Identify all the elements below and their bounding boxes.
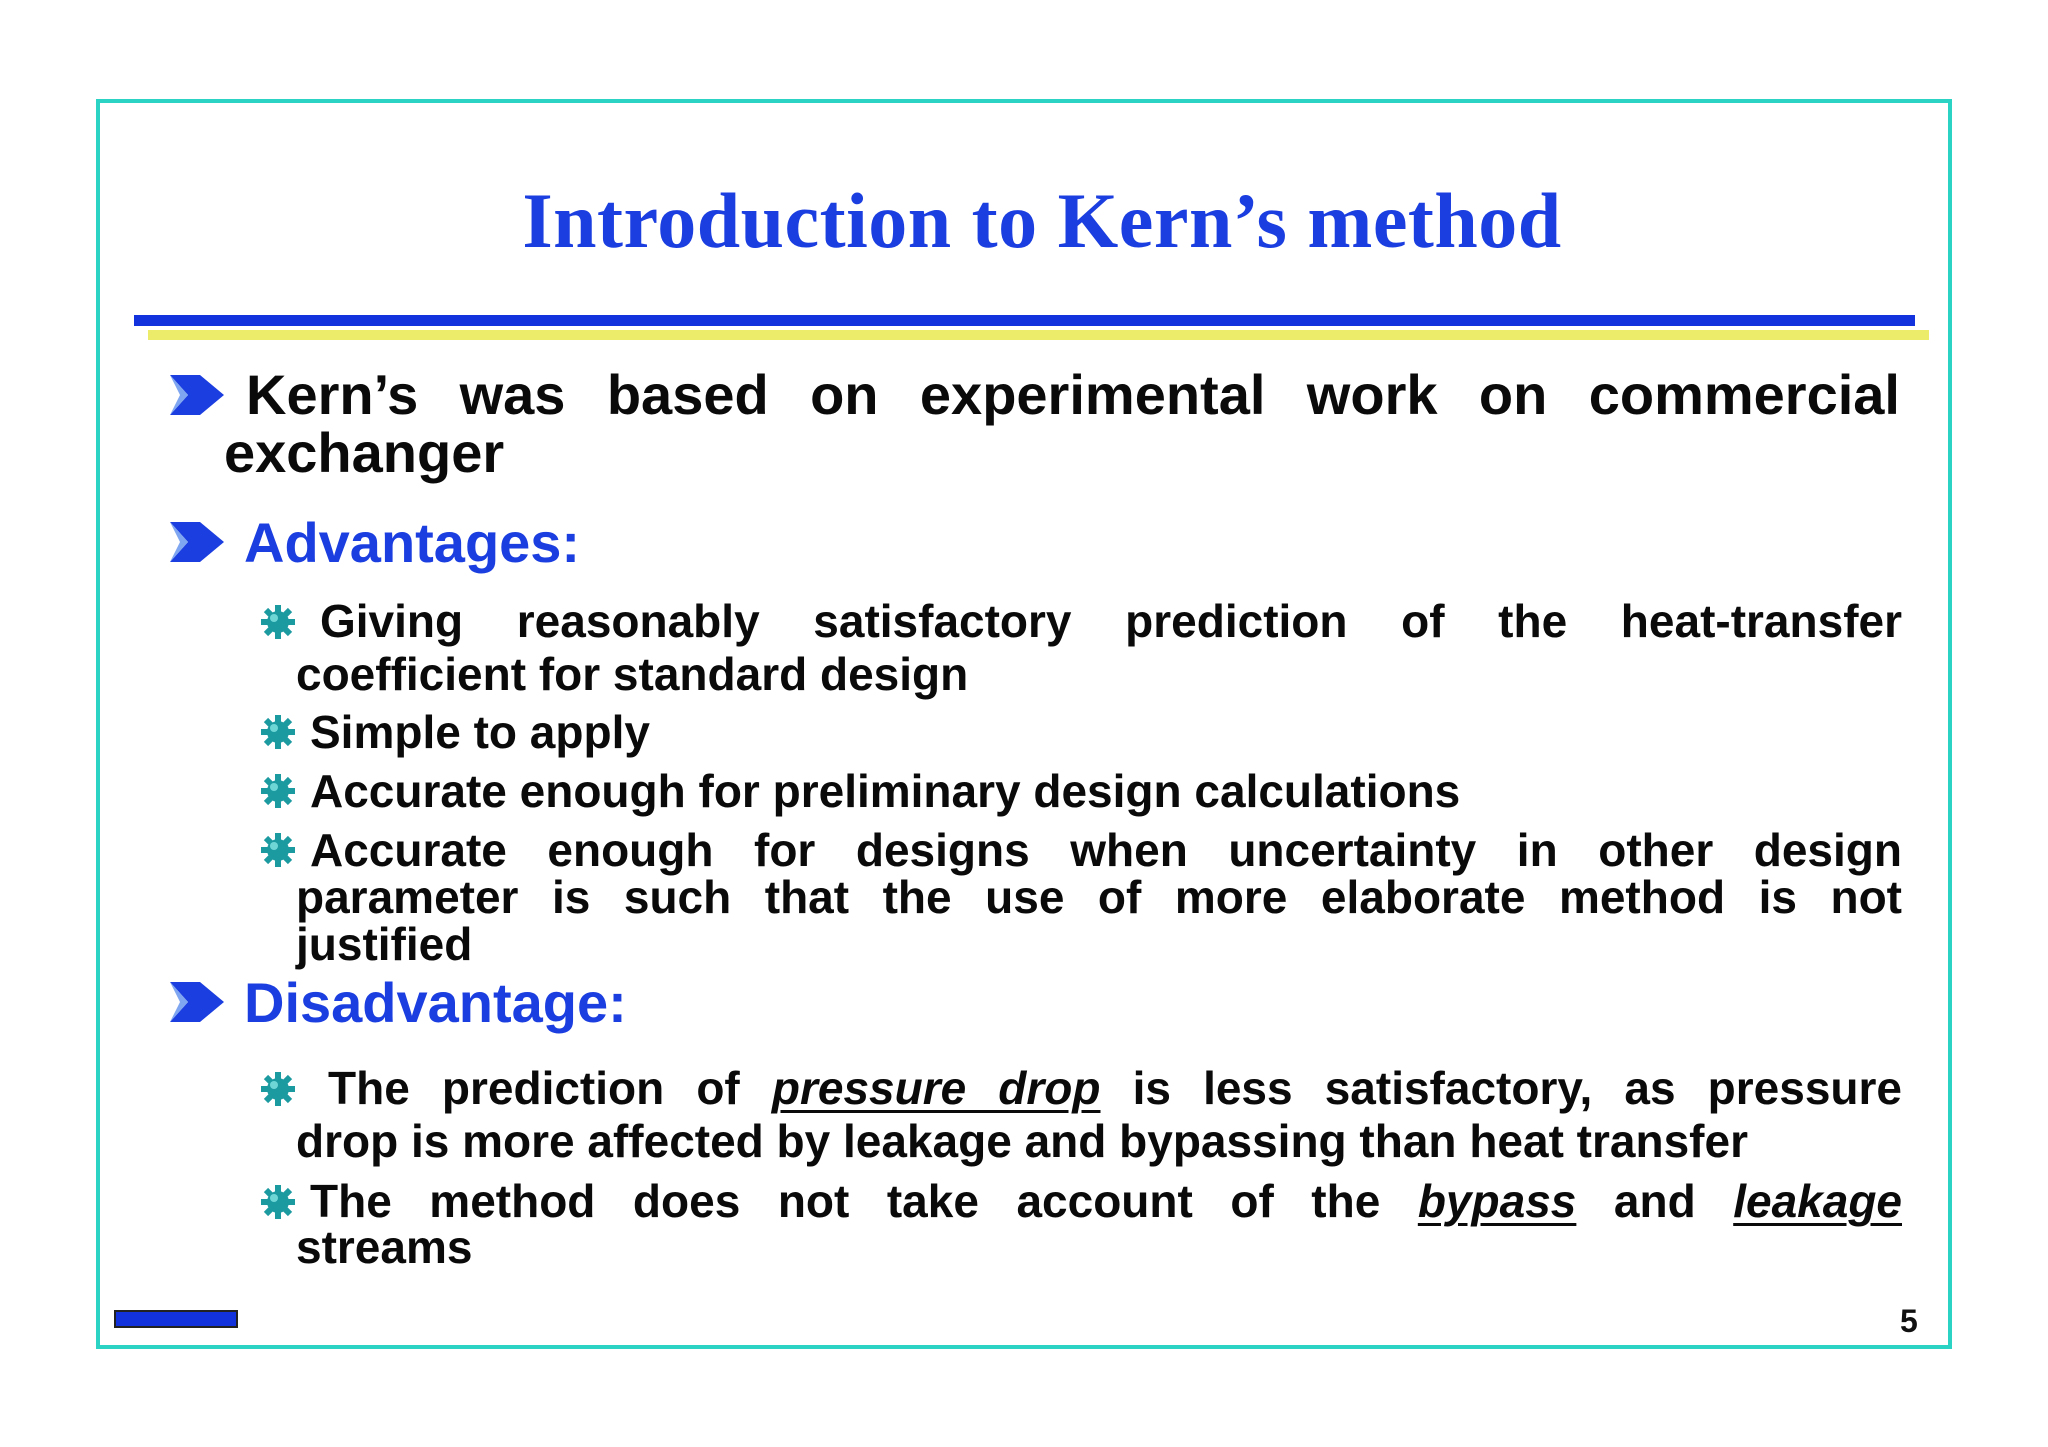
leakage-emphasis: leakage bbox=[1733, 1175, 1902, 1227]
page-number: 5 bbox=[1900, 1303, 1918, 1339]
intro-line-1: Kern’s was based on experimental work on commercial bbox=[246, 363, 1900, 426]
advantage-1-line-2: coefficient for standard design bbox=[296, 648, 969, 700]
disadvantage-2-line-2: streams bbox=[296, 1221, 473, 1273]
title-rule-blue bbox=[134, 315, 1915, 326]
slide-title: Introduction to Kern’s method bbox=[522, 177, 1562, 264]
disadvantage-1-line-1 bbox=[328, 1063, 1902, 1113]
bypass-emphasis: bypass bbox=[1417, 1175, 1577, 1227]
title-rule-yellow bbox=[148, 330, 1929, 340]
advantage-4-line-1: Accurate enough for designs when uncertainty in other design bbox=[310, 824, 1902, 876]
advantages-heading: Advantages: bbox=[244, 511, 581, 574]
arrow-bullet-icon bbox=[166, 520, 226, 564]
pressure-drop-emphasis: pressure drop bbox=[771, 1062, 1101, 1114]
disadvantage-2-pre: The method does not take account of the bbox=[310, 1175, 1381, 1227]
gear-bullet-icon bbox=[260, 832, 296, 868]
advantage-2-line-1: Simple to apply bbox=[310, 706, 650, 758]
disadvantage-1-line-2: drop is more affected by leakage and bypassing than heat transfer bbox=[296, 1115, 1748, 1167]
gear-bullet-icon bbox=[260, 1071, 296, 1107]
footer-bar bbox=[114, 1310, 238, 1328]
arrow-bullet-icon bbox=[166, 373, 226, 417]
gear-bullet-icon bbox=[260, 773, 296, 809]
intro-line-2: exchanger bbox=[224, 421, 505, 484]
disadvantage-2-line-1 bbox=[310, 1176, 1902, 1226]
disadvantage-2-mid: and bbox=[1613, 1175, 1696, 1227]
advantage-1-line-1: Giving reasonably satisfactory prediction of the heat-transfer bbox=[320, 595, 1902, 647]
disadvantage-1-post: is less satisfactory, as pressure bbox=[1132, 1062, 1903, 1114]
advantage-4-line-3: justified bbox=[296, 918, 473, 970]
arrow-bullet-icon bbox=[166, 980, 226, 1024]
gear-bullet-icon bbox=[260, 604, 296, 640]
advantage-3-line-1: Accurate enough for preliminary design calculations bbox=[310, 765, 1461, 817]
gear-bullet-icon bbox=[260, 1184, 296, 1220]
advantage-4-line-2: parameter is such that the use of more elaborate method is not bbox=[296, 871, 1902, 923]
disadvantage-heading: Disadvantage: bbox=[244, 971, 627, 1034]
gear-bullet-icon bbox=[260, 714, 296, 750]
disadvantage-1-pre: The prediction of bbox=[328, 1062, 740, 1114]
